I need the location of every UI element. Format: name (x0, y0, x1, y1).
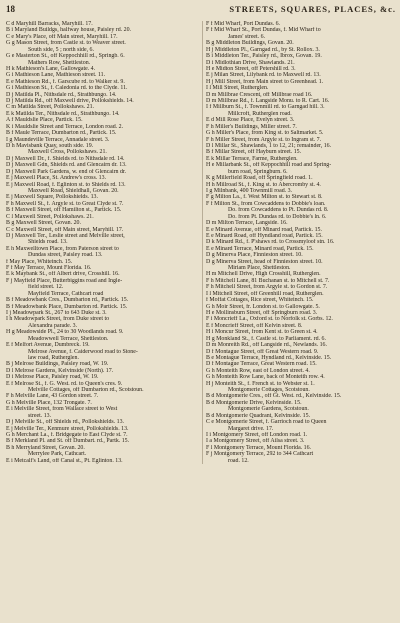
street-entry: field street. 12. (28, 284, 64, 291)
street-entry: C d Maryhill Barracks, Maryhill. 17. (6, 21, 93, 27)
street-entry: Montgomerie Cottages, Scotstoun. (228, 387, 310, 394)
street-entry: H e Midton Street, off Petershill rd. 3. (206, 65, 296, 72)
street-entry: D m Milton Terrace, Langside. 16. (206, 220, 288, 227)
street-entry: E h Maxwelltown Place, from Paterson street to (6, 245, 119, 252)
street-entry: K g Millerfield Road, off Springfield road. 1. (206, 175, 313, 182)
street-entry: Margaret drive. 17. (228, 425, 274, 432)
street-entry: E i Metcalf's Land, off Canal st., Pt. Eglinton. 13. (6, 457, 123, 464)
street-entry: B d Montgomerie Cres., off Gt. West. rd., Kelvinside. 15. (206, 393, 342, 400)
street-entry: G h Moir Street, fr. London st. to Gallowgate. 5. (206, 303, 320, 310)
street-entry: D j Melville St., off Shields rd., Pollokshields. 13. (6, 419, 125, 426)
street-entry: I h Meadowpark Street, from Duke street to (6, 316, 110, 323)
street-entry: Mathers Row, Shettleston. (28, 59, 91, 66)
street-entry: E e Mathieson Rd., f. Garscube rd. to Walker st. 9. (6, 78, 125, 85)
street-entry: B i Maryland Buildgs, halfway house, Paisley rd. 20. (6, 27, 131, 34)
page-number: 18 (6, 4, 15, 14)
street-entry: G h Miller's Place, from King st. to Saltmarket. 5. (206, 130, 324, 137)
street-entry: f Moffat Cottages, Rice street, Whiteinch. 15. (206, 297, 314, 304)
street-entry: Montgomerie Gardens, Scotstoun. (228, 406, 309, 413)
street-entry: I g Milnbank, 400 Townmill road. 3. (206, 187, 293, 194)
street-entry: Meadowwell Terrace, Shettleston. (28, 335, 109, 342)
street-entry: South side, 5 ; north side, 6. (28, 46, 94, 53)
street-entry: E f Melfort Avenue, Dumbreck. 19. (6, 342, 90, 349)
street-entry: I g Maundeville Terrace, Annadale street. 3. (6, 136, 110, 143)
street-entry: E j Maxwell Place, St. Andrew's cross. 13. (6, 175, 107, 182)
left-column (6, 21, 196, 464)
street-entry: D m Millbrae Rd., f. Langside Monu. to R. Cart. 16. (206, 98, 330, 105)
street-entry: road. 12. (228, 457, 249, 464)
street-entry: F j Mayfield Place, Butterbiggins road and Ingle- (6, 277, 123, 284)
street-entry: E j Melville Ter., Kenmure street, Pollokshields. 13. (6, 425, 129, 432)
street-entry: H j Middleton Pl., Garngad rd., by St. Rollox. 3. (206, 46, 320, 53)
street-entry: G h Merchant La., f. Bridgegate to East Clyde st. 7. (6, 432, 128, 438)
street-entry: E i Melville Street, from Wallace street to West (6, 406, 118, 413)
street-entry: Alexandra parade. 3. (28, 322, 78, 329)
street-entry: D g Minerva Place, Finnieston street. 10. (206, 252, 303, 259)
street-entry: B h Merryland Street, Govan. 20. (6, 444, 85, 451)
street-entry: D l Melrose Gardens, Kelvinside (North). 17. (6, 367, 114, 374)
street-entry: G i Mathieson St., f. Caledonia rd. to the Clyde. 11. (6, 85, 128, 92)
street-entry: F g Milton La., f. West Milton st. to Stewart st. 8. (206, 194, 323, 201)
street-entry: Maxwell Road, Shieldhall, Govan. 20. (28, 187, 119, 194)
street-entry: F h Miller Street, from Argyle st. to Ingram st. 7. (206, 136, 322, 143)
street-entry: F f May Terrace, Mount Florida. 16. (6, 265, 92, 272)
street-entry: E k Maybank St., off Albert drive, Crosshill. 16. (6, 271, 120, 278)
street-entry: law road, Rutherglen. (28, 354, 79, 361)
street-entry: B d Montgomerie Quadrant, Kelvinside. 15. (206, 412, 311, 419)
street-entry: A f Mauldslie Place, Partick. 15. (6, 117, 83, 124)
street-entry: C l Maxwell Street, Pollokshaws. 21. (6, 213, 94, 220)
street-entry: F f Milton St., from Cowcaddens to Dobbie's loan. (206, 200, 326, 207)
street-entry: Do. from Cowcaddens to Pt. Dundas rd. 8. (228, 207, 329, 214)
street-entry: D h Mavisbank Quay, south side. 19. (6, 143, 94, 150)
street-entry: H g Monkland St., f. Castle st. to Parliament. rd. 6. (206, 335, 326, 342)
street-entry: D j Maxwell Park Gardens, w. end of Glencairn dr. (6, 168, 127, 175)
street-entry: Melrose Avenue, f. Caiderwood road to Stone- (28, 348, 138, 355)
street-entry: C m Matilda Street, Pollokshaws. 21. (6, 104, 95, 111)
street-entry: D j Maxwell Dr., f. Shields rd. to Nithsdale rd. 14. (6, 155, 125, 162)
street-entry: D l Millar St., Shawlands, 1 to 12, 21; remainder, 16. (206, 143, 332, 150)
street-entry: E j Maxwell Road, f. Eglinton st. to Shields rd. 13. (6, 181, 126, 188)
street-entry: I a Montgomery Street, off Ailsa street. 3. (206, 438, 305, 445)
right-column (202, 21, 396, 464)
street-entry: E j Milan Street, Lilybank rd. to Maxwell rd. 13. (206, 72, 321, 79)
street-entry: B f Meadowbank Place, Dumbarton rd. Partick. 15. (6, 303, 128, 310)
street-entry: I f Millburn St., f. Townmill rd. to Garngad hill. 3. (206, 104, 325, 111)
street-entry: Merrylee Park, Cathcart. (28, 451, 87, 458)
street-entry: E k Millar Terrace, Farme, Rutherglen. (206, 155, 298, 162)
street-entry: G h Melville Place, 132 Trongate. 7. (6, 399, 92, 406)
street-entry: E d Mill Rose Place, Evelyn street. 3. (206, 117, 295, 124)
street-entry: F j Montgomery Terrace, 292 to 344 Cathcart (206, 451, 314, 458)
street-entry: D i Melrose Place, Paisley road, W. 19. (6, 374, 99, 381)
street-entry: D g Minerva Street, head of Finnieston street. 10. (206, 258, 323, 265)
street-entry: I l Mill Street, Rutherglen. (206, 85, 269, 92)
street-entry: C e Mary's Place, off Main street, Maryhill. 17. (6, 33, 118, 40)
street-entry: D j Maxwell Gdn, Shields rd. and Glencairn dr. 13. (6, 162, 127, 169)
street-entry: H h Millroad St., f. King st. to Abercromby st. 4. (206, 181, 321, 188)
street-entry: F h Maxwell St., f. Argyle st. to Great Clyde st. 7. (6, 200, 124, 207)
street-entry: F f Mid Wharf St., Port Dundas, f. Mid Wharf to (206, 27, 321, 34)
street-entry: E f Moncrieff Street, off Kelvin street. 8. (206, 322, 303, 329)
street-entry: D j Matilda Pl., Nithsdale rd., Strathbungo. 14. (6, 91, 117, 98)
street-entry: H k Mathieson's Lane, Gallowgate. 4. (6, 65, 96, 72)
page-title: STREETS, SQUARES, PLACES, &c. (229, 4, 396, 14)
street-entry: H i Moncur Street, from Kent st. to Green st. 4. (206, 329, 318, 336)
street-entry: F i Moncrieff La., Oxford st. to Norfolk st. Gorbs. 12. (206, 316, 333, 323)
street-entry: B f Meadowbank Cres., Dumbarton rd., Partick. 15. (6, 297, 129, 304)
street-entry: G h Monteith Row, east of London street. 4. (206, 367, 310, 374)
street-entry: F h Mitchell Street, from Argyle st. to Gordon st. 7. (206, 284, 328, 291)
street-entry: D f Montague Terrace, Great Western road. 15. (206, 361, 317, 368)
street-entry: E j Maxwell Square, Pollokshields. 13. (6, 194, 98, 201)
page-header (6, 4, 396, 18)
street-entry: I i Montgomery Street, off London road. 1. (206, 432, 308, 438)
street-entry: E f Melrose St., f. G. West. rd. to Queen's cres. 9. (6, 380, 123, 387)
street-entry: I l Mitchell Street, off Greenhill road, Rutherglen. (206, 290, 324, 297)
street-entry: H j Monteith St., f. French st. to Webster st. 1. (206, 380, 315, 387)
street-entry: D m Millbrae Crescent, off Millbrae road 16. (206, 91, 313, 98)
street-entry: B i Middleton Ter., Paisley rd., Ibrox, Govan. 19. (206, 53, 322, 60)
street-entry: D k Minard Rd., f. P'shaws rd. to Crossmyloof stn. 16. (206, 239, 335, 246)
street-entry: B f Maule Terrace, Dumbarton rd., Partick. 15. (6, 130, 117, 137)
street-entry: E e Minard Terrace, Minard road, Partick. 15. (206, 245, 314, 252)
street-entry: H g Meadowside Pl., 24 to 30 Woodlands road. 9. (6, 329, 124, 336)
street-entry: James' street. 6. (228, 33, 266, 40)
street-entry: F h Melville Lane, 43 Gordon street. 7. (6, 393, 99, 400)
street-entry: H e Mollinsburn Street, off Springburn road. 3. (206, 309, 318, 316)
street-entry: G g Mason Street, from Castle st. to Weaver street. (6, 40, 126, 47)
street-entry: D j Matilda Rd., off Maxwell drive, Pollokshields. 14. (6, 98, 134, 105)
street-entry: G i Mathieson Lane, Mathieson street. 11. (6, 72, 106, 79)
street-entry: B g Middleton Buildings, Govan. 20. (206, 40, 294, 47)
street-entry: I j Meadowpark St., 267 to 643 Duke st. 3. (6, 309, 107, 316)
street-entry: burn road, Springburn. 6. (228, 168, 288, 175)
street-entry: K i Mauldslie Street and Terrace, London road. 2. (6, 123, 124, 130)
columns (6, 21, 396, 464)
street-entry: f May Place, Whiteinch. 15. (6, 258, 73, 265)
street-entry: B g Maxwell Street, Govan. 20. (6, 220, 81, 227)
street-entry: F f Mid Wharf, Port Dundas. 6. (206, 21, 281, 27)
street-entry: D i Midlothian Drive, Shawlands. 21. (206, 59, 295, 66)
street-entry: Do. from Pt. Dundas rd. to Dobbie's ln. 6. (228, 213, 327, 220)
street-entry: Melville Cottages, off Dumbarton rd., Scotstoun. (28, 387, 144, 394)
street-entry: Millcroft, Rutherglen road. (228, 110, 292, 117)
street-entry: D f Montague Street, off Great Western road. 9. (206, 348, 319, 355)
street-entry: C e Montgomerie Street, f. Garrioch road to Queen (206, 419, 327, 426)
street-entry: H j Mill Street, from Main street to Greenhead. 1. (206, 78, 324, 85)
street-entry: B f Maxwell Street, off Hamilton st., Partick. 15. (6, 207, 122, 214)
street-entry: E e Minard Avenue, off Minard road, Partick. 15. (206, 226, 322, 233)
street-entry: B f Millar Street, off Hayburn street. 15. (206, 149, 302, 156)
street-entry: Shields road. 13. (28, 239, 68, 246)
street-entry: E e Minard Road, off Hyndland road, Partick. 15. (206, 232, 323, 239)
street-entry: Mayfield Terrace, Cathcart road (28, 290, 104, 297)
street-entry: D j Maxwell Ter., Leslie street and Melville street, (6, 232, 125, 239)
street-entry: Miriam Place, Shettleston. (228, 265, 291, 272)
street-entry: B f Merkland Pl. and St. off Dumbart. rd., Partk. 15. (6, 438, 130, 445)
street-entry: C c Maxwell Street, off Main street, Maryhill. 17. (6, 226, 124, 233)
street-entry: B j Melrose Buildings, Paisley road, W. 19. (6, 361, 109, 368)
street-entry: G e Masterton St., off Keppochhill rd., Springb. 6. (6, 53, 125, 60)
street-entry: F h Miller's Buildings, Miller street. 7. (206, 123, 297, 130)
street-entry: F l Montgomery Terrace, Mount Florida. 16. (206, 444, 312, 451)
street-entry: E k Matilda Ter., Nithsdale rd., Strathbungo. 14. (6, 110, 120, 117)
street-entry: B e Montague Terrace, Hyndland rd., Kelvinside. 15. (206, 354, 332, 361)
street-entry: G h Monteith Row Lane, back of Monteith row. 4. (206, 374, 325, 381)
street-entry: street. 13. (28, 412, 52, 419)
street-entry: H m Mitchell Drive, High Crosshill, Rutherglen. (206, 271, 321, 278)
street-entry: B d Montgomerie Drive, Kelvinside. 15. (206, 399, 302, 406)
street-entry: F h Mitchell Lane, 81 Buchanan st. to Mitchell st. 7. (206, 277, 330, 284)
street-entry: H e Millarbank St., off Keppochhill road and Spring- (206, 162, 332, 169)
street-entry: D m Monreith Rd., off Langside rd., Newlands. 16. (206, 342, 327, 349)
street-entry: Maxwell Cross, Pollokshaws. 21. (28, 149, 107, 156)
street-entry: Dundas street, Paisley road. 13. (28, 252, 103, 259)
